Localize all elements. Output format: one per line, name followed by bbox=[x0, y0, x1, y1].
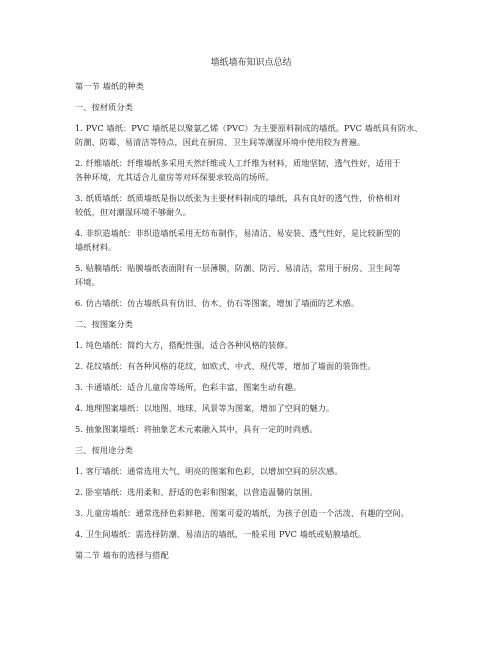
text-line: 墙纸材料。 bbox=[75, 242, 117, 252]
text-line: 3. 儿童房墙纸：通常选择色彩鲜艳、图案可爱的墙纸，为孩子创造一个活泼、有趣的空间。 bbox=[75, 508, 409, 518]
list-item bbox=[75, 261, 435, 289]
text-line: 1. 客厅墙纸：通常选用大气、明亮的图案和色彩，以增加空间的层次感。 bbox=[75, 466, 343, 476]
text-line: 5. 抽象图案墙纸：将抽象艺术元素融入其中，具有一定的时尚感。 bbox=[75, 424, 318, 434]
text-line: 3. 卡通墙纸：适合儿童房等场所，色彩丰富，图案生动有趣。 bbox=[75, 382, 302, 392]
list-item bbox=[75, 359, 435, 373]
list-item bbox=[75, 338, 435, 352]
document-title: 墙纸墙布知识点总结 bbox=[210, 58, 292, 68]
text-line: 4. 卫生间墙纸：需选择防潮、易清洁的墙纸，一般采用 PVC 墙纸或贴膜墙纸。 bbox=[75, 529, 367, 539]
list-item bbox=[75, 296, 435, 310]
list-item bbox=[75, 527, 435, 541]
subsection-heading: 三、按用途分类 bbox=[75, 445, 134, 455]
list-item bbox=[75, 121, 435, 149]
text-line: 防潮、防霉、易清洁等特点，因此在厨房、卫生间等潮湿环境中使用较为普遍。 bbox=[75, 137, 366, 147]
text-line: 各种环境，尤其适合儿童房等对环保要求较高的场所。 bbox=[75, 172, 274, 182]
text-line: 6. 仿古墙纸：仿古墙纸具有仿旧、仿木、仿石等图案，增加了墙面的艺术感。 bbox=[75, 298, 360, 308]
document-body bbox=[75, 79, 435, 569]
text-line: 4. 地理图案墙纸：以地图、地球、风景等为图案，增加了空间的魅力。 bbox=[75, 403, 335, 413]
list-item bbox=[75, 191, 435, 219]
list-item bbox=[75, 464, 435, 478]
list-item bbox=[75, 401, 435, 415]
list-item bbox=[75, 380, 435, 394]
list-item bbox=[75, 226, 435, 254]
list-item bbox=[75, 506, 435, 520]
section-heading: 第二节 墙布的选择与搭配 bbox=[75, 550, 169, 560]
text-line: 5. 贴膜墙纸：贴膜墙纸表面附有一层薄膜，防潮、防污、易清洁，常用于厨房、卫生间等 bbox=[75, 263, 401, 273]
text-line: 较低，但对潮湿环境不够耐久。 bbox=[75, 207, 192, 217]
text-line: 2. 花纹墙纸：有各种风格的花纹，如欧式、中式、现代等，增加了墙面的装饰性。 bbox=[75, 361, 376, 371]
list-item bbox=[75, 485, 435, 499]
text-line: 2. 卧室墙纸：选用柔和、舒适的色彩和图案，以营造温馨的氛围。 bbox=[75, 487, 318, 497]
subsection-heading: 二、按图案分类 bbox=[75, 319, 134, 329]
text-line: 2. 纤维墙纸：纤维墙纸多采用天然纤维或人工纤维为材料，质地坚韧，透气性好，适用于 bbox=[75, 158, 401, 168]
text-line: 4. 非织造墙纸：非织造墙纸采用无纺布制作，易清洁、易安装、透气性好，是比较新型的 bbox=[75, 228, 401, 238]
text-line: 1. 纯色墙纸：简约大方，搭配性强，适合各种风格的装修。 bbox=[75, 340, 293, 350]
list-item bbox=[75, 422, 435, 436]
subsection-heading: 一、按材质分类 bbox=[75, 102, 134, 112]
text-line: 3. 纸质墙纸：纸质墙纸是指以纸张为主要材料制成的墙纸，具有良好的透气性，价格相对 bbox=[75, 193, 401, 203]
section-heading: 第一节 墙纸的种类 bbox=[75, 81, 145, 91]
text-line: 环境。 bbox=[75, 277, 100, 287]
text-line: 1. PVC 墙纸：PVC 墙纸是以聚氯乙烯（PVC）为主要原料制成的墙纸。PVC 墙纸具有防水、 bbox=[75, 123, 423, 133]
list-item bbox=[75, 156, 435, 184]
